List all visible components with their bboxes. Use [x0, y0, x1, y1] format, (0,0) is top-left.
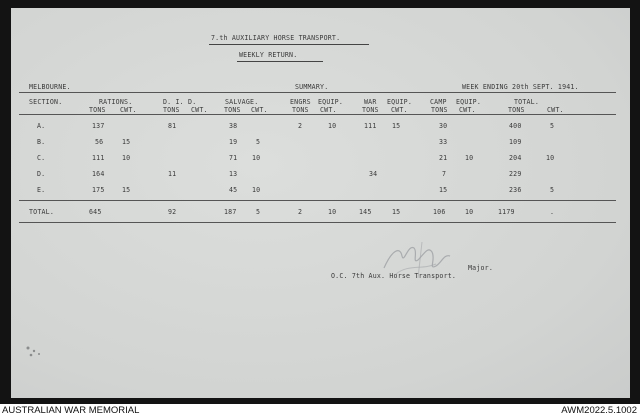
totals-salvage-cwt: 5: [256, 208, 261, 216]
document-subtitle: WEEKLY RETURN.: [239, 51, 298, 59]
cell-total-tons: 204: [509, 154, 522, 162]
cell-camp-tons: 15: [439, 186, 448, 194]
header-war-cwt: CWT.: [391, 106, 408, 114]
totals-camp-cwt: 10: [465, 208, 474, 216]
header-did: D. I. D.: [163, 98, 197, 106]
header-rations-cwt: CWT.: [120, 106, 137, 114]
cell-total-cwt: 10: [546, 154, 555, 162]
header-war: WAR: [364, 98, 377, 106]
totals-did-tons: 92: [168, 208, 177, 216]
cell-salvage-tons: 19: [229, 138, 238, 146]
totals-total-cwt: .: [550, 208, 555, 216]
signature-title: O.C. 7th Aux. Horse Transport.: [331, 272, 457, 280]
header-camp-cwt: CWT.: [459, 106, 476, 114]
cell-section: D.: [37, 170, 46, 178]
cell-rations-cwt: 10: [122, 154, 131, 162]
cell-total-tons: 229: [509, 170, 522, 178]
totals-top-rule: [19, 200, 616, 201]
cell-section: E.: [37, 186, 46, 194]
cell-salvage-cwt: 10: [252, 154, 261, 162]
header-salvage-cwt: CWT.: [251, 106, 268, 114]
header-camp-tons: TONS: [431, 106, 448, 114]
cell-engrs-cwt: 10: [328, 122, 337, 130]
archive-accession-number: AWM2022.5.1002: [561, 405, 637, 416]
cell-salvage-cwt: 10: [252, 186, 261, 194]
cell-camp-tons: 30: [439, 122, 448, 130]
totals-engrs-tons: 2: [298, 208, 303, 216]
totals-label: TOTAL.: [29, 208, 55, 216]
header-total-cwt: CWT.: [547, 106, 564, 114]
cell-rations-tons: 56: [95, 138, 104, 146]
totals-total-tons: 1179: [498, 208, 515, 216]
header-engrs-equip: EQUIP.: [318, 98, 344, 106]
cell-engrs-tons: 2: [298, 122, 303, 130]
cell-camp-tons: 7: [442, 170, 447, 178]
header-war-equip: EQUIP.: [387, 98, 413, 106]
totals-salvage-tons: 187: [224, 208, 237, 216]
cell-camp-tons: 33: [439, 138, 448, 146]
punch-hole-marks: [20, 342, 50, 362]
header-engrs: ENGRS: [290, 98, 311, 106]
header-did-tons: TONS: [163, 106, 180, 114]
place-label: MELBOURNE.: [29, 83, 71, 91]
cell-total-cwt: 5: [550, 186, 555, 194]
totals-rations-tons: 645: [89, 208, 102, 216]
cell-salvage-cwt: 5: [256, 138, 261, 146]
cell-total-tons: 400: [509, 122, 522, 130]
cell-salvage-tons: 71: [229, 154, 238, 162]
header-total: TOTAL.: [514, 98, 540, 106]
cell-war-tons: 111: [364, 122, 377, 130]
totals-war-tons: 145: [359, 208, 372, 216]
cell-rations-tons: 111: [92, 154, 105, 162]
summary-label: SUMMARY.: [295, 83, 329, 91]
column-header-rule: [19, 114, 616, 115]
cell-rations-tons: 137: [92, 122, 105, 130]
header-engrs-cwt: CWT.: [320, 106, 337, 114]
cell-rations-tons: 164: [92, 170, 105, 178]
cell-section: B.: [37, 138, 46, 146]
cell-rations-cwt: 15: [122, 138, 131, 146]
header-camp-equip: EQUIP.: [456, 98, 482, 106]
header-camp: CAMP: [430, 98, 447, 106]
header-rations-tons: TONS: [89, 106, 106, 114]
cell-total-cwt: 5: [550, 122, 555, 130]
title-underline: [209, 44, 369, 45]
totals-camp-tons: 106: [433, 208, 446, 216]
header-salvage: SALVAGE.: [225, 98, 259, 106]
cell-section: A.: [37, 122, 46, 130]
cell-salvage-tons: 38: [229, 122, 238, 130]
cell-salvage-tons: 45: [229, 186, 238, 194]
document-sheet: [11, 8, 630, 398]
subtitle-underline: [237, 61, 323, 62]
cell-camp-tons: 21: [439, 154, 448, 162]
cell-total-tons: 236: [509, 186, 522, 194]
signature-rank: Major.: [468, 264, 494, 272]
header-total-tons: TONS: [508, 106, 525, 114]
archive-credit: AUSTRALIAN WAR MEMORIAL: [2, 405, 140, 416]
cell-salvage-tons: 13: [229, 170, 238, 178]
header-section: SECTION.: [29, 98, 63, 106]
header-did-cwt: CWT.: [191, 106, 208, 114]
cell-section: C.: [37, 154, 46, 162]
cell-war-tons: 34: [369, 170, 378, 178]
cell-war-cwt: 15: [392, 122, 401, 130]
header-rations: RATIONS.: [99, 98, 133, 106]
week-ending-label: WEEK ENDING 20th SEPT. 1941.: [462, 83, 579, 91]
totals-engrs-cwt: 10: [328, 208, 337, 216]
cell-rations-cwt: 15: [122, 186, 131, 194]
header-rule: [19, 92, 616, 93]
header-war-tons: TONS: [362, 106, 379, 114]
totals-bottom-rule: [19, 222, 616, 223]
totals-war-cwt: 15: [392, 208, 401, 216]
cell-camp-cwt: 10: [465, 154, 474, 162]
document-title: 7.th AUXILIARY HORSE TRANSPORT.: [211, 34, 341, 42]
header-salvage-tons: TONS: [224, 106, 241, 114]
cell-did-tons: 81: [168, 122, 177, 130]
cell-did-tons: 11: [168, 170, 177, 178]
cell-total-tons: 109: [509, 138, 522, 146]
cell-rations-tons: 175: [92, 186, 105, 194]
header-engrs-tons: TONS: [292, 106, 309, 114]
